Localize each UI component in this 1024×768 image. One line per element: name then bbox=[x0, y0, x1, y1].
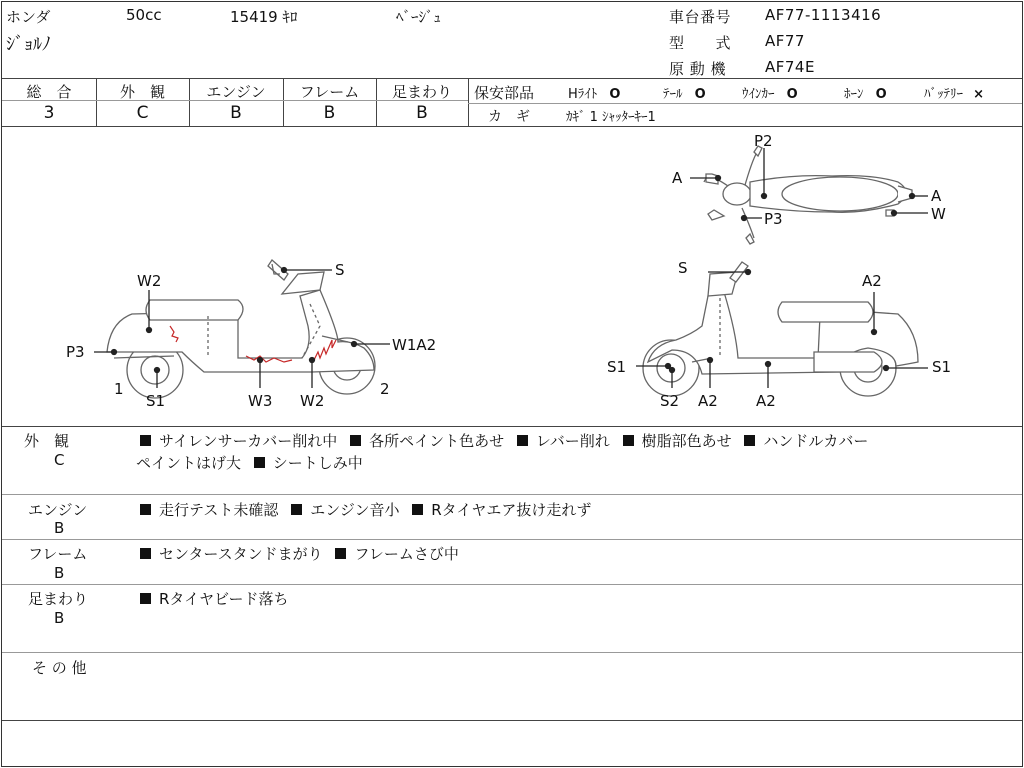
note-item: 各所ペイント色あせ bbox=[369, 432, 505, 450]
safety-item-mark: O bbox=[609, 87, 621, 102]
label-s2: S2 bbox=[660, 392, 680, 410]
note-divider bbox=[2, 652, 1022, 653]
safety-item-winker bbox=[742, 83, 798, 102]
bullet-icon bbox=[140, 548, 151, 559]
type-label: 型 式 bbox=[669, 34, 732, 52]
bullet-icon bbox=[140, 504, 151, 515]
marker-dot bbox=[716, 176, 721, 181]
label-w3: W3 bbox=[248, 392, 273, 410]
safety-item-name: ﾊﾞｯﾃﾘｰ bbox=[924, 87, 963, 102]
frame-no-label: 車台番号 bbox=[669, 8, 732, 26]
safety-mid-line bbox=[468, 103, 1022, 104]
marker-dot bbox=[282, 268, 287, 273]
label-w2: W2 bbox=[137, 272, 162, 290]
label-w2: W2 bbox=[300, 392, 325, 410]
marker-dot bbox=[892, 211, 897, 216]
note-item: Rタイヤエア抜け走れず bbox=[431, 501, 592, 519]
bullet-icon bbox=[623, 435, 634, 446]
grade-engine-value: B bbox=[230, 103, 242, 123]
grade-engine-label: エンジン bbox=[206, 83, 266, 101]
bullet-icon bbox=[291, 504, 302, 515]
label-a2: A2 bbox=[756, 392, 776, 410]
bullet-icon bbox=[335, 548, 346, 559]
safety-item-horn bbox=[844, 83, 887, 102]
grade-overall-label: 総 合 bbox=[26, 83, 72, 101]
label-w1a2: W1A2 bbox=[392, 336, 437, 354]
bullet-icon bbox=[350, 435, 361, 446]
note-frame-grade: B bbox=[54, 564, 65, 582]
label-p2: P2 bbox=[754, 132, 773, 150]
note-suspension-label: 足まわり bbox=[28, 590, 89, 608]
label-s1: S1 bbox=[146, 392, 166, 410]
marker-dot bbox=[112, 350, 117, 355]
note-item: 走行テスト未確認 bbox=[159, 501, 279, 519]
safety-label: 保安部品 bbox=[474, 84, 535, 102]
label-a2: A2 bbox=[698, 392, 718, 410]
diagram-divider bbox=[2, 426, 1022, 427]
model-name: ｼﾞｮﾙﾉ bbox=[6, 34, 51, 55]
note-item: レバー削れ bbox=[535, 432, 610, 450]
label-a2: A2 bbox=[862, 272, 882, 290]
bullet-icon bbox=[140, 435, 151, 446]
displacement: 50cc bbox=[126, 6, 162, 24]
safety-item-mark: O bbox=[875, 87, 887, 102]
label-s1: S1 bbox=[932, 358, 952, 376]
scooter-top-view bbox=[704, 146, 912, 244]
note-frame-line1 bbox=[138, 543, 465, 564]
maker: ホンダ bbox=[6, 8, 51, 26]
grade-overall-value: 3 bbox=[43, 103, 55, 123]
engine-label: 原 動 機 bbox=[669, 60, 727, 78]
label-s: S bbox=[335, 261, 345, 279]
grade-exterior-label: 外 観 bbox=[119, 83, 165, 101]
note-frame-label: フレーム bbox=[28, 545, 88, 563]
marker-dot bbox=[155, 368, 160, 373]
note-item: ペイントはげ大 bbox=[136, 454, 242, 472]
marker-dot bbox=[884, 366, 889, 371]
marker-dot bbox=[258, 358, 263, 363]
note-divider bbox=[2, 584, 1022, 585]
color: ﾍﾞｰｼﾞｭ bbox=[396, 8, 442, 26]
note-divider bbox=[2, 539, 1022, 540]
key-value: ｶｷﾞ 1 ｼｬｯﾀｰｷｰ1 bbox=[566, 110, 656, 125]
note-suspension-line1 bbox=[138, 588, 295, 609]
note-engine-grade: B bbox=[54, 519, 65, 537]
safety-item-battery bbox=[924, 83, 984, 102]
safety-item-mark: O bbox=[786, 87, 798, 102]
mileage: 15419 ｷﾛ bbox=[230, 8, 298, 26]
note-item: センタースタンドまがり bbox=[159, 545, 323, 563]
safety-item-mark: × bbox=[973, 87, 985, 102]
grade-frame-value: B bbox=[323, 103, 336, 123]
label-a: A bbox=[672, 169, 683, 187]
marker-dot bbox=[708, 358, 713, 363]
grade-divider bbox=[468, 78, 469, 126]
note-exterior-line1 bbox=[138, 430, 874, 451]
note-item: 樹脂部色あせ bbox=[641, 432, 732, 450]
note-item: Rタイヤビード落ち bbox=[159, 590, 289, 608]
note-divider bbox=[2, 494, 1022, 495]
safety-item-name: ﾃｰﾙ bbox=[663, 87, 683, 102]
safety-item-name: ﾎｰﾝ bbox=[844, 87, 864, 102]
label-num-1: 1 bbox=[114, 380, 124, 398]
bullet-icon bbox=[517, 435, 528, 446]
damage-diagram bbox=[2, 126, 1022, 426]
note-suspension-grade: B bbox=[54, 609, 65, 627]
note-divider bbox=[2, 720, 1022, 721]
note-item: シートしみ中 bbox=[272, 454, 363, 472]
bullet-icon bbox=[140, 593, 151, 604]
safety-item-taillight bbox=[663, 83, 706, 102]
frame-no: AF77-1113416 bbox=[765, 6, 882, 24]
marker-dot bbox=[746, 270, 751, 275]
safety-item-mark: O bbox=[694, 87, 706, 102]
marker-dot bbox=[766, 362, 771, 367]
note-exterior-line2 bbox=[136, 452, 369, 473]
grade-frame-label: フレーム bbox=[299, 83, 360, 101]
header-divider bbox=[2, 78, 1022, 79]
marker-dot bbox=[670, 368, 675, 373]
note-exterior-grade: C bbox=[54, 451, 65, 469]
safety-item-name: Hﾗｲﾄ bbox=[568, 87, 598, 102]
note-other-label: そ の 他 bbox=[32, 659, 87, 677]
marker-dot bbox=[147, 328, 152, 333]
note-engine-label: エンジン bbox=[28, 501, 88, 519]
bullet-icon bbox=[412, 504, 423, 515]
safety-item-headlight bbox=[568, 83, 620, 102]
note-item: フレームさび中 bbox=[354, 545, 459, 563]
note-exterior-label: 外 観 bbox=[24, 432, 70, 450]
marker-dot bbox=[762, 194, 767, 199]
marker-dot bbox=[910, 194, 915, 199]
grade-suspension-value: B bbox=[416, 103, 428, 123]
marker-dot bbox=[666, 364, 671, 369]
engine-value: AF74E bbox=[765, 58, 815, 76]
note-engine-line1 bbox=[138, 499, 597, 520]
label-num-2: 2 bbox=[380, 380, 390, 398]
label-a: A bbox=[931, 187, 942, 205]
type-value: AF77 bbox=[765, 32, 805, 50]
label-p3: P3 bbox=[764, 210, 783, 228]
safety-item-name: ｳｲﾝｶｰ bbox=[742, 87, 775, 102]
marker-dot bbox=[310, 358, 315, 363]
grade-suspension-label: 足まわり bbox=[391, 83, 452, 101]
label-s1: S1 bbox=[607, 358, 627, 376]
label-s: S bbox=[678, 259, 688, 277]
grade-exterior-value: C bbox=[136, 103, 149, 123]
label-w: W bbox=[931, 205, 946, 223]
note-item: エンジン音小 bbox=[310, 501, 400, 519]
bullet-icon bbox=[254, 457, 265, 468]
marker-dot bbox=[742, 216, 747, 221]
inspection-sheet bbox=[1, 1, 1023, 767]
note-item: ハンドルカバー bbox=[763, 432, 869, 450]
key-label: カ ギ bbox=[488, 109, 530, 125]
bullet-icon bbox=[744, 435, 755, 446]
marker-dot bbox=[872, 330, 877, 335]
note-item: サイレンサーカバー削れ中 bbox=[159, 432, 338, 450]
marker-dot bbox=[352, 342, 357, 347]
label-p3: P3 bbox=[66, 343, 85, 361]
